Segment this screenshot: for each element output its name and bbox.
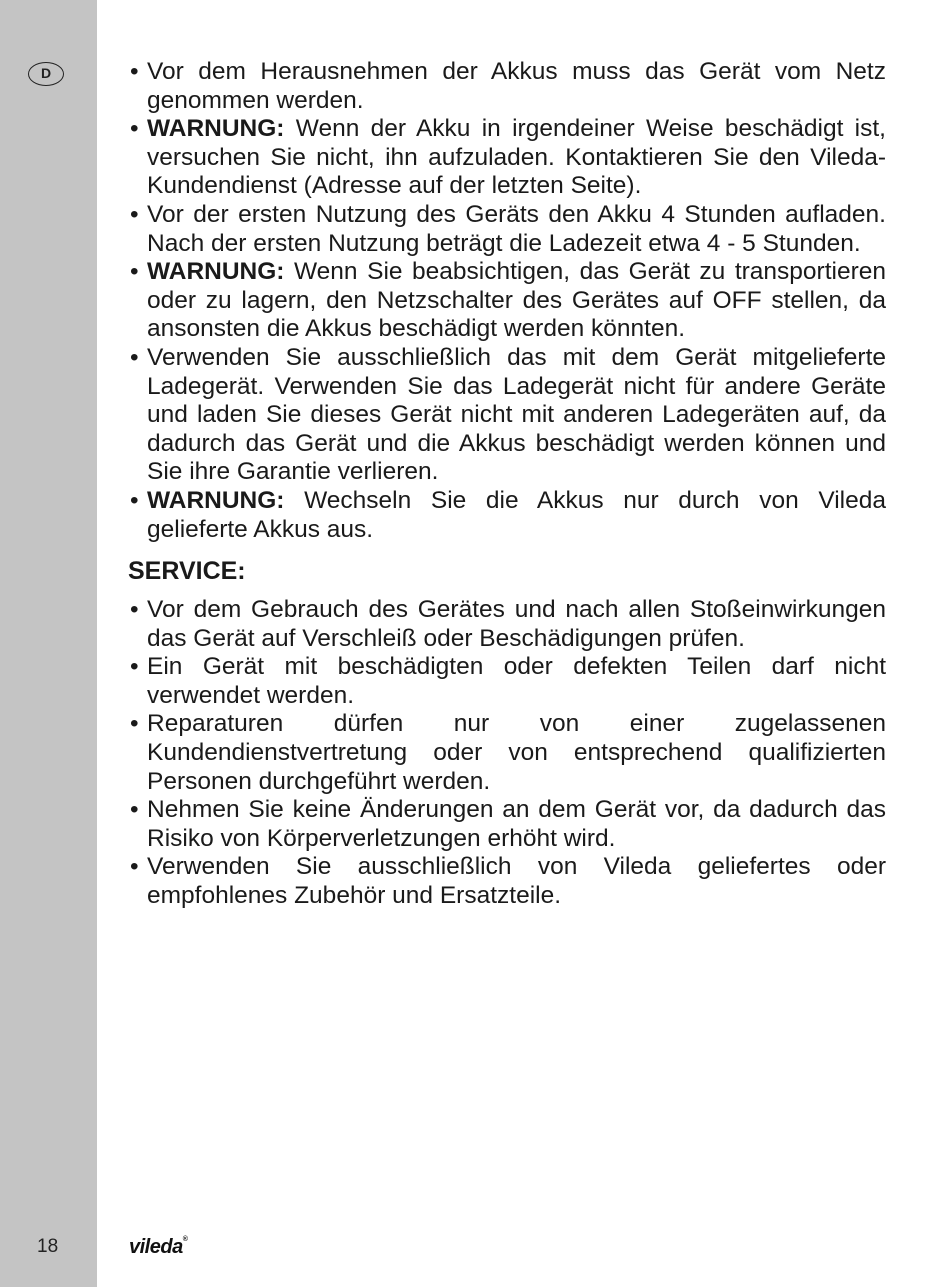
warning-label: WARNUNG: — [147, 115, 285, 143]
list-item: • Nehmen Sie keine Änderungen an dem Gerät vor, da dadurch das Risiko von Körperverletzungen erhöht wird. — [128, 796, 886, 853]
list-item: • WARNUNG: Wechseln Sie die Akkus nur durch von Vileda gelieferte Akkus aus. — [128, 487, 886, 544]
vileda-logo: vileda® — [129, 1236, 188, 1258]
warning-label: WARNUNG: — [147, 258, 285, 286]
main-content — [128, 58, 886, 911]
list-item: • WARNUNG: Wenn der Akku in irgendeiner Weise beschädigt ist, versuchen Sie nicht, ihn aufzuladen. Kontaktieren Sie den Vileda-Kundendienst (Adresse auf der letzten Seite). — [128, 115, 886, 201]
list-item: • Vor dem Herausnehmen der Akkus muss das Gerät vom Netz genommen werden. — [128, 58, 886, 115]
list-item: • Vor der ersten Nutzung des Geräts den Akku 4 Stunden aufladen. Nach der ersten Nutzung beträgt die Ladezeit etwa 4 - 5 Stunden. — [128, 201, 886, 258]
list-item: • Verwenden Sie ausschließlich von Vileda geliefertes oder empfohlenes Zubehör und Ersatzteile. — [128, 853, 886, 910]
page-number: 18 — [37, 1236, 59, 1257]
warning-label: WARNUNG: — [147, 486, 285, 514]
safety-list — [128, 58, 886, 544]
side-margin-bar — [0, 0, 97, 1287]
service-list — [128, 596, 886, 911]
list-item: • Vor dem Gebrauch des Gerätes und nach allen Stoßeinwirkungen das Gerät auf Verschleiß oder Beschädigungen prüfen. — [128, 596, 886, 653]
list-item: • Reparaturen dürfen nur von einer zugelassenen Kundendienstvertretung oder von entsprechend qualifizierten Personen durchgeführt werden. — [128, 710, 886, 796]
service-heading: SERVICE: — [128, 557, 246, 586]
registered-mark: ® — [182, 1236, 188, 1243]
list-item: • Ein Gerät mit beschädigten oder defekten Teilen darf nicht verwendet werden. — [128, 653, 886, 710]
list-item: • Verwenden Sie ausschließlich das mit dem Gerät mitgelieferte Ladegerät. Verwenden Sie das Ladegerät nicht für andere Geräte und laden Sie dieses Gerät nicht mit anderen Ladegeräten auf, da dadurch das Gerät und die Akkus beschädigt werden können und Sie ihre Garantie verlieren. — [128, 344, 886, 487]
language-badge: D — [28, 62, 64, 86]
list-item: • WARNUNG: Wenn Sie beabsichtigen, das Gerät zu transportieren oder zu lagern, den Netzschalter des Gerätes auf OFF stellen, da ansonsten die Akkus beschädigt werden könnten. — [128, 258, 886, 344]
